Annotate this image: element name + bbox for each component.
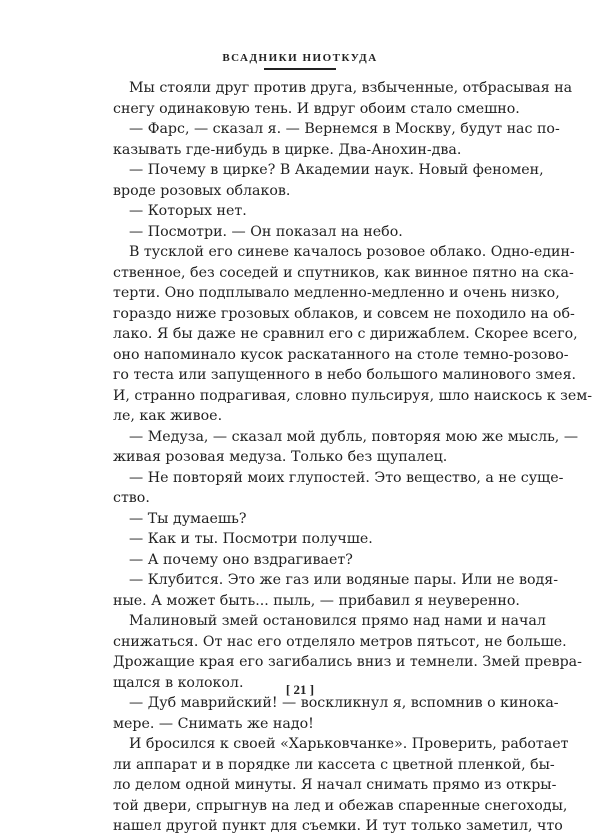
text-line: Дрожащие края его загибались вниз и темнели. Змей превра- [113,654,582,670]
text-line: снегу одинаковую тень. И вдруг обоим стало смешно. [113,100,520,117]
text-line: мере. — Снимать же надо! [113,715,314,732]
text-line: ли аппарат и в порядке ли кассета с цветной пленкой, бы- [113,756,555,773]
text-line: терти. Оно подплывало медленно-медленно и очень низко, [113,285,560,301]
text-line: — Фарс, — сказал я. — Вернемся в Москву, будут нас по- [129,121,560,137]
text-line: лако. Я бы даже не сравнил его с дирижаблем. Скорее всего, [113,326,578,342]
text-line: И, странно подрагивая, словно пульсируя, шло наискось к зем- [113,387,593,404]
body-text [113,78,593,837]
page-number: [ 21 ] [285,682,315,697]
text-line: — Которых нет. [129,203,247,219]
text-line: ственное, без соседей и спутников, как винное пятно на ска- [113,264,574,281]
text-line: ные. А может быть... пыль, — прибавил я неуверенно. [113,592,520,609]
text-line: живая розовая медуза. Только без щупалец. [113,449,448,465]
text-line: Малиновый змей остановился прямо над нами и начал [129,613,546,629]
running-header: ВСАДНИКИ НИОТКУДА [222,52,378,64]
text-line: Мы стояли друг против друга, взбыченные, отбрасывая на [129,80,573,96]
text-line: казывать где-нибудь в цирке. Два-Анохин-два. [113,141,462,158]
text-line: нашел другой пункт для съемки. И тут только заметил, что [113,818,563,834]
text-line: щался в колокол. [113,674,244,691]
text-line: ство. [113,490,150,506]
text-line: гораздо ниже грозовых облаков, и совсем не походило на об- [113,305,575,322]
text-line: ло делом одной минуты. Я начал снимать прямо из откры- [113,777,557,793]
header-rule [264,68,336,70]
text-line: — Почему в цирке? В Академии наук. Новый феномен, [129,162,544,178]
text-line: И бросился к своей «Харьковчанке». Проверить, работает [129,736,569,752]
text-line: го теста или запущенного в небо большого малинового змея. [113,367,577,383]
text-line: снижаться. От нас его отделяло метров пятьсот, не больше. [113,633,567,650]
text-line: — Дуб маврийский! — воскликнул я, вспомнив о кинока- [129,695,559,711]
text-line: — Посмотри. — Он показал на небо. [129,223,403,240]
text-line: — Ты думаешь? [129,510,247,527]
text-line: той двери, спрыгнув на лед и обежав спаренные снегоходы, [113,797,568,814]
text-line: — Не повторяй моих глупостей. Это вещество, а не суще- [129,469,564,486]
text-line: В тусклой его синеве качалось розовое облако. Одно-един- [129,244,575,260]
text-line: ле, как живое. [113,408,223,424]
text-line: — Клубится. Это же газ или водяные пары. Или не водя- [129,572,558,588]
text-line: вроде розовых облаков. [113,182,291,199]
text-line: оно напоминало кусок раскатанного на столе темно-розово- [113,346,569,363]
text-line: — Как и ты. Посмотри получше. [129,531,373,547]
text-line: — Медуза, — сказал мой дубль, повторяя мою же мысль, — [129,428,579,445]
text-line: — А почему оно вздрагивает? [129,551,353,568]
